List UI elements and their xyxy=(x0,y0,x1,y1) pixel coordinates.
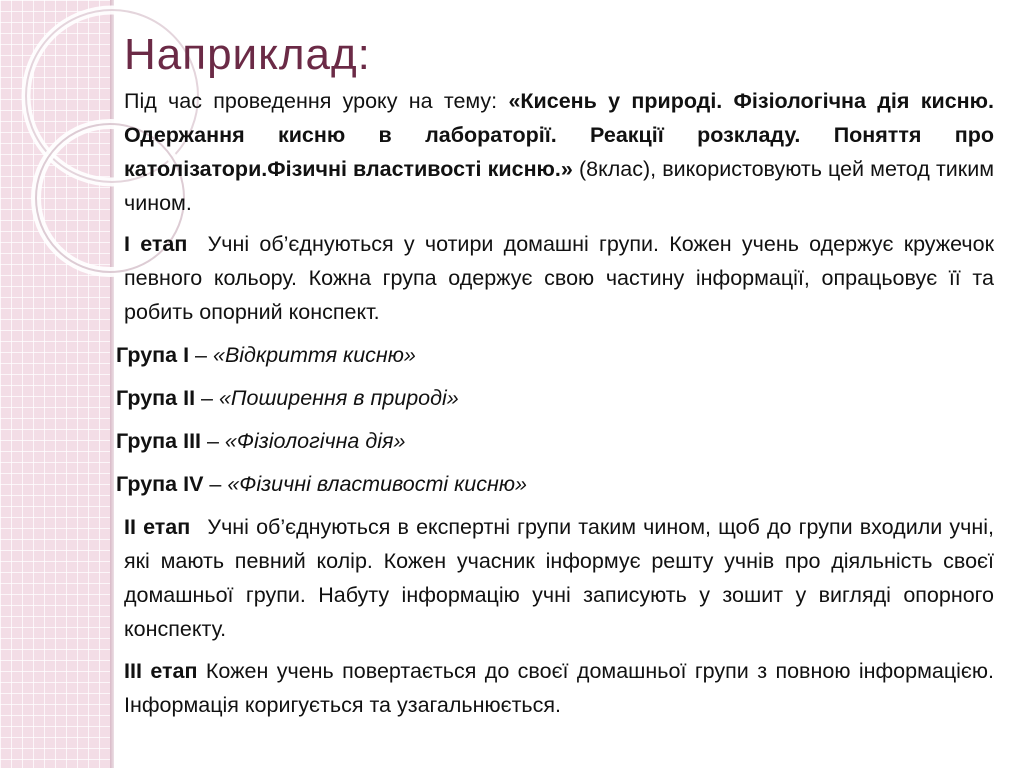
group-label: Група ІV xyxy=(116,472,204,496)
stage2-label: ІІ етап xyxy=(124,515,191,539)
group-line xyxy=(114,381,994,415)
group-dash: – xyxy=(195,386,219,410)
group-topic: «Відкриття кисню» xyxy=(212,343,416,367)
group-label: Група І xyxy=(116,343,190,367)
group-label: Група ІІ xyxy=(116,386,196,410)
group-topic: «Фізичні властивості кисню» xyxy=(227,472,527,496)
group-topic: «Поширення в природі» xyxy=(218,386,459,410)
group-line xyxy=(114,467,994,501)
stage2-text: Учні об’єднуються в експертні групи таким чином, щоб до групи входили учні, які мають певний колір. Кожен учасник інформує решту учнів про діяльність своєї домашньої групи. Набуту інформацію учні записують у зошит у вигляді опорного конспекту. xyxy=(124,515,994,641)
group-dash: – xyxy=(189,343,213,367)
decorative-grid-band xyxy=(0,0,112,768)
intro-tail: використовують цей метод тиким чином. xyxy=(124,157,994,215)
page-title: Наприклад: xyxy=(124,30,371,79)
stage2-paragraph xyxy=(114,510,994,646)
group-label: Група ІІІ xyxy=(116,429,202,453)
intro-paragraph xyxy=(114,84,994,220)
stage3-paragraph xyxy=(114,654,994,722)
stage1-paragraph xyxy=(114,227,994,329)
group-line xyxy=(114,338,994,372)
intro-lead: Під час проведення уроку на тему: xyxy=(124,89,509,113)
stage3-text: Кожен учень повертається до своєї домашньої групи з повною інформацією. Інформація коригується та узагальнюється. xyxy=(124,659,994,717)
group-dash: – xyxy=(203,472,228,496)
stage1-text: Учні об’єднуються у чотири домашні групи. Кожен учень одержує кружечок певного кольору. Кожна група одержує свою частину інформації, опрацьовує її та робить опорний конспект. xyxy=(124,232,994,324)
intro-topic: «Кисень у природі. Фізіологічна дія кисню. Одержання кисню в лабораторії. Реакції розкладу. Поняття про католізатори.Фізичні властивості кисню.» xyxy=(124,89,994,181)
slide-content xyxy=(114,84,994,722)
intro-grade: (8клас), xyxy=(572,157,657,181)
group-dash: – xyxy=(201,429,225,453)
stage1-label: І етап xyxy=(124,232,188,256)
stage3-label: ІІІ етап xyxy=(124,659,198,683)
group-topic: «Фізіологічна дія» xyxy=(224,429,406,453)
group-line xyxy=(114,424,994,458)
